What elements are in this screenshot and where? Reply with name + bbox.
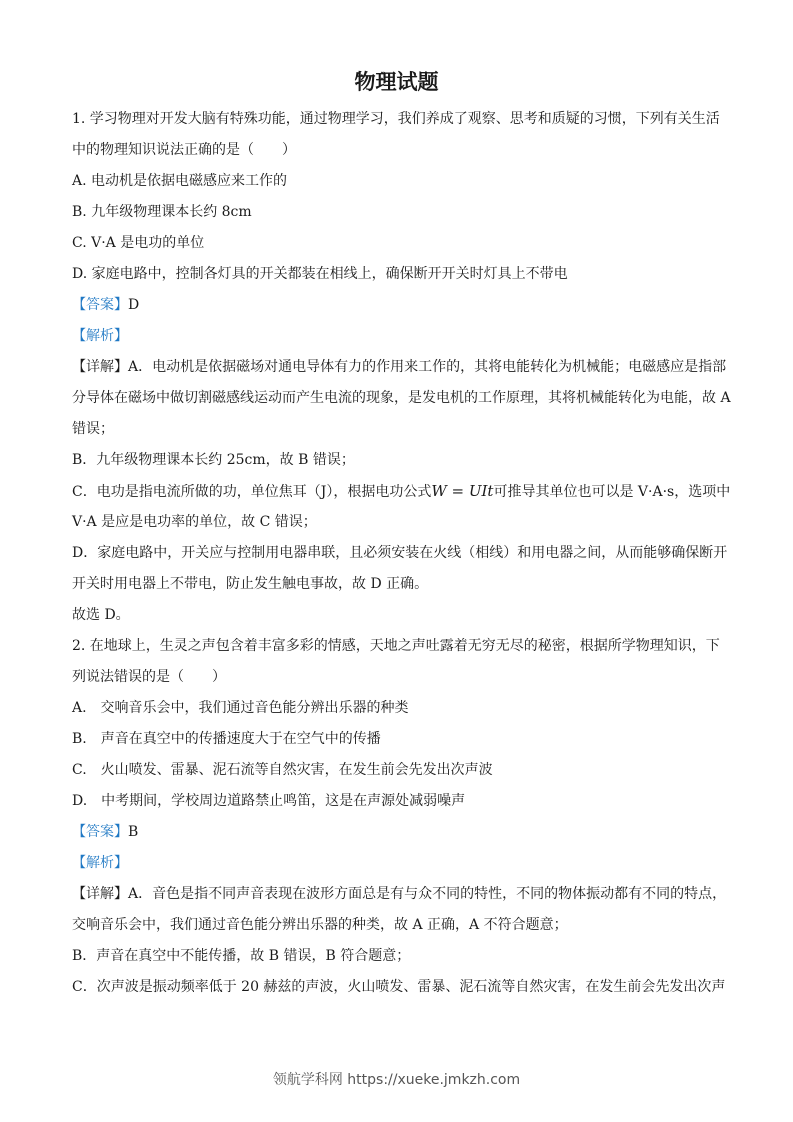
q1-answer [72, 290, 722, 321]
q1-detail-line8: 开关时用电器上不带电，防止发生触电事故，故 D 正确。 [72, 576, 429, 592]
q2-option-d: D. 中考期间，学校周边道路禁止鸣笛，这是在声源处减弱噪声 [72, 793, 466, 809]
q2-detail-line2: 交响音乐会中，我们通过音色能分辨出乐器的种类，故 A 正确，A 不符合题意； [72, 917, 568, 933]
q1-option-c: C. V·A 是电功的单位 [72, 235, 205, 251]
q2-answer [72, 817, 722, 848]
footer-watermark: 领航学科网 https://xueke.jmkzh.com [272, 1072, 521, 1088]
power-formula: W = UIt [431, 482, 494, 500]
q2-answer-tag: 【答案】 [72, 824, 128, 840]
q1-stem-line2: 中的物理知识说法正确的是（ ） [72, 142, 296, 158]
page-title: 物理试题 [354, 70, 439, 94]
q1-detail-line7: D．家庭电路中，开关应与控制用电器串联，且必须安装在火线（相线）和用电器之间，从而能够确保断开 [72, 545, 728, 561]
q2-stem-line1: 2. 在地球上，生灵之声包含着丰富多彩的情感，天地之声吐露着无穷无尽的秘密，根据所学物理知识，下 [72, 638, 720, 654]
q2-detail-line1: 【详解】A．音色是指不同声音表现在波形方面总是有与众不同的特性，不同的物体振动都有不同的特点， [72, 886, 727, 902]
q1-detail-line1: 【详解】A．电动机是依据磁场对通电导体有力的作用来工作的，其将电能转化为机械能；电磁感应是指部 [72, 359, 727, 375]
document-body [72, 104, 731, 1003]
q1-detail-line6: V·A 是应是电功率的单位，故 C 错误； [72, 514, 317, 530]
q1-detail-line5-start: C．电功是指电流所做的功，单位焦耳（J），根据电功公式 [72, 484, 432, 500]
q2-analysis-tag: 【解析】 [72, 855, 128, 871]
q1-option-a: A. 电动机是依据电磁感应来工作的 [72, 173, 288, 189]
q2-stem-line2: 列说法错误的是（ ） [72, 669, 226, 685]
q2-detail-line4: C．次声波是振动频率低于 20 赫兹的声波，火山喷发、雷暴、泥石流等自然灾害，在发生前会先发出次声 [72, 979, 726, 995]
q1-option-d: D. 家庭电路中，控制各灯具的开关都装在相线上，确保断开开关时灯具上不带电 [72, 266, 568, 282]
q1-stem-line1: 1. 学习物理对开发大脑有特殊功能，通过物理学习，我们养成了观察、思考和质疑的习惯，下列有关生活 [72, 111, 720, 127]
q1-detail-line2: 分导体在磁场中做切割磁感线运动而产生电流的现象，是发电机的工作原理，其将机械能转化为电能，故 A [72, 390, 731, 406]
q1-analysis-tag: 【解析】 [72, 328, 128, 344]
q1-conclusion: 故选 D。 [72, 607, 130, 623]
q2-detail-line3: B．声音在真空中不能传播，故 B 错误，B 符合题意； [72, 948, 411, 964]
q2-option-b: B. 声音在真空中的传播速度大于在空气中的传播 [72, 731, 381, 747]
q2-option-c: C. 火山喷发、雷暴、泥石流等自然灾害，在发生前会先发出次声波 [72, 762, 493, 778]
q1-detail-line5 [72, 476, 731, 507]
q1-detail-line3: 错误； [72, 421, 114, 437]
q1-answer-value: D [128, 297, 140, 313]
q1-detail-line5-end: 可推导其单位也可以是 V·A·s，选项中 [493, 484, 731, 500]
q1-option-b: B. 九年级物理课本长约 8cm [72, 204, 252, 220]
q1-detail-line4: B．九年级物理课本长约 25cm，故 B 错误； [72, 452, 355, 468]
q2-answer-value: B [128, 824, 139, 840]
q2-option-a: A. 交响音乐会中，我们通过音色能分辨出乐器的种类 [72, 700, 409, 716]
q1-answer-tag: 【答案】 [72, 297, 128, 313]
